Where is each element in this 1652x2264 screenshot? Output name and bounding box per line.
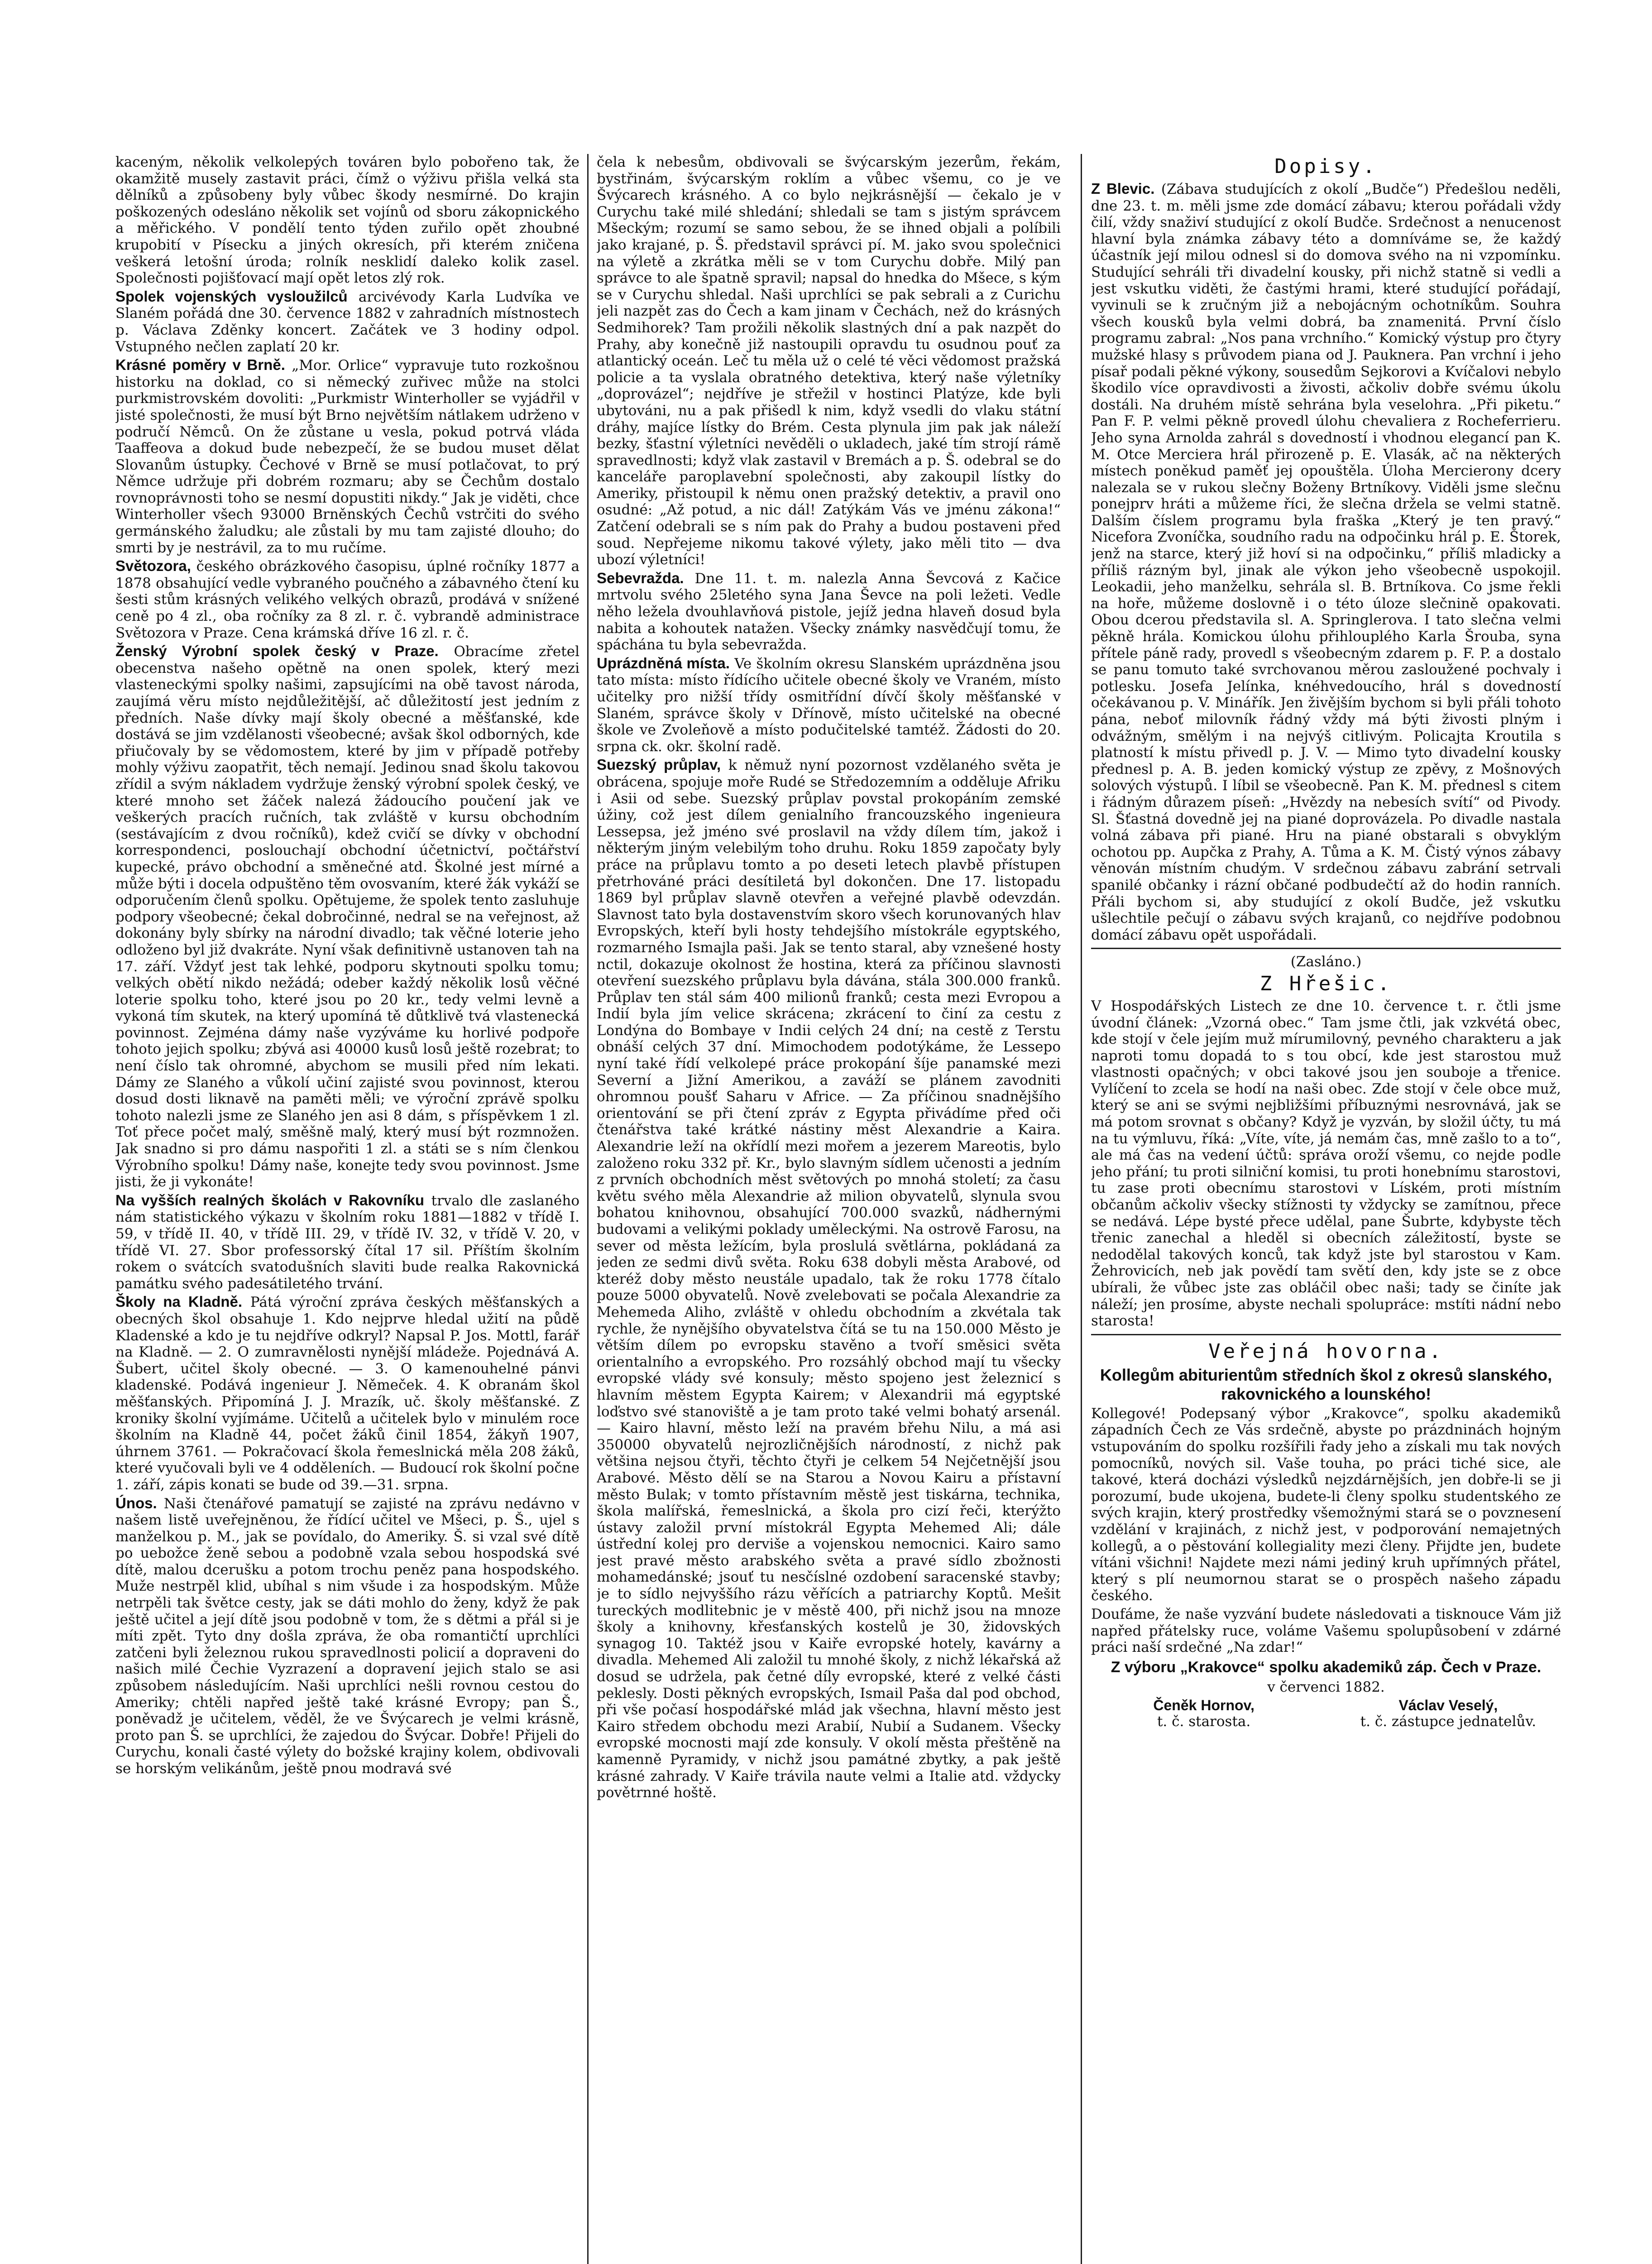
column-1 — [115, 154, 579, 2264]
article-headline: Uprázdněná místa. — [597, 654, 730, 672]
article-text: (Zábava studujících z okolí „Budče“) Předešlou neděli, dne 23. t. m. měli jsme zde domácí zábavu; kterou pořádali vždy čilí, vždy snaživí studující z okolí Budče. Srdečnost a nenucenost hlavní byla známka zábavy této a domníváme se, že každý účastník její milou odnesl si do domova svého na ni vzpomínku. Studující sehráli tři divadelní kousky, při nichž statně si vedli a jest vskutku viděti, že častými hrami, které studující pořádají, vyvinuli se k zručným již a nebojácným ochotníkům. Souhra všech kousků byla velmi dobrá, ba znamenitá. První číslo programu zabral: „Nos pana vrchního.“ Komický výstup pro čtyry mužské hlasy s průvodem piana od J. Pauknera. Pan vrchní i jeho písař podali pěkné výkony, sousedům Sejkorovi a Kvíčalovi nebylo škodilo více opravdivosti a živosti, ačkoliv dobře svému úkolu dostáli. Na druhém místě sehrána byla veselohra. „Při piketu.“ Pan F. P. velmi pěkně provedl úlohu chevaliera z Rocheferrieru. Jeho syna Arnolda zahrál s dovedností i vhodnou elegancí pan K. M. Otce Merciera hrál přirozeně p. E. Vlasák, ač na některých místech poněkud paměť jej opouštěla. Úloha Mercierony dcery nalezala se v rukou slečny Boženy Brtníkovy. Viděli jsme slečnu ponejprv hráti a můžeme říci, že slečna držela se velmi statně. Dalším číslem programu byla fraška „Který je ten pravý.“ Nicefora Zvoníčka, soudního radu na odpočinku hrál p. E. Štorek, jenž na starce, který již hoví si na odpočinku,“ příliš mladicky a příliš rázným byl, jinak ale výkon jeho všeobecně uspokojil. Leokadii, jeho manželku, sehrála sl. B. Brtníkova. Co jsme řekli na hoře, můžeme doslovně i o této úloze slečnině opakovati. Obou dcerou představila sl. A. Springlerova. I tato slečna velmi pěkně hrála. Komickou úlohu přihlouplého Karla Šrouba, syna přítele páně rady, provedl s všeobecným zdarem p. F. P. a dostalo se panu tomuto také svrchovanou měrou zasloužené pochvaly i potlesku. Josefa Jelínka, knéhvedoucího, hrál s dovedností očekávanou p. V. Minářík. Jen živějším bychom si byli přáli tohoto pána, neboť milovník řádný vždy má býti živosti plným i odvážným, smělým i na nejvýš citlivým. Policajta Kroutila s platností k místu přivedl p. J. V. — Mimo tyto divadelní kousky přednesl p. A. B. jeden komický výstup ze zpěvy, z Mošnových solových výstupů. I líbil se všeobecně. Pan K. M. přednesl s citem i řádným důrazem píseň: „Hvězdy na nebesích svítí“ od Pivody. Sl. Šťastná dovedně jej na piané doprovázela. Po divadle nastala volná zábava při piané. Hru na piané obstarali s obvyklým ochotou pp. Aupčka z Prahy, A. Tůma a K. M. Čistý výnos zábavy věnován místním chudým. V srdečnou zábavu zabrání setrvali spanilé občanky i rázní občané podbudečtí až do hodin ranních. Přáli bychom si, aby studující z okolí Budče, jež vskutku ušlechtile pečují o zábavu svých krajanů, co nejdříve podobnou domácí zábavu opět uspořádali. — [1091, 181, 1561, 943]
article-headline: Světozora, — [115, 557, 191, 575]
article-headline: Ženský Výrobní spolek český v Praze. — [115, 643, 439, 660]
article-headline: Na vyšších realných školách v Rakovníku — [115, 1191, 424, 1209]
article-text: českého obrázkového časopisu, úplné ročníky 1877 a 1878 obsahující vedle vybraného poučného a zábavného čtení ku šesti stům krásných velikého velkých obrazů, prodává v snížené ceně po 4 zl., oba ročníky za 8 zl. r. č. vybrandě administrace Světozora v Praze. Cena krámská dříve 16 zl. r. č. — [115, 558, 579, 641]
signatures — [1091, 1697, 1561, 1730]
section-heading: Z Hřešic. — [1259, 972, 1393, 995]
article-text: Obracíme zřetel obecenstva našeho opětně na onen spolek, který mezi vlasteneckými spolky našimi, zapsujícími na obě tavost národa, zaujímá věru místo nejdůležitější, ač důležitostí jest jedním z předních. Naše dívky mají školy obecné a měšťanské, kde dostává se jim vzdělanosti všeobecné; avšak škol odborných, kde přiučovaly by se vědomostem, které by jim v případě potřeby mohly výživu zaopatřit, těch nemají. Jedinou snad školu takovou zřídil a svým nákladem vydržuje ženský výrobní spolek český, ve které mnoho set žáček nalezá žádoucího poučení jak ve veškerých pracích ručních, tak zvláště v kursu obchodním (sestávajícím z dvou ročníků), kdež cvičí se dívky v obchodní korrespondenci, poslouchají obchodní účetnictví, počtářství kupecké, právo obchodní a směnečné atd. Školné jest mírné a může býti i docela odpuštěno těm ovosvaním, které žák vykáží se odporučením členů spolku. Opětujeme, že spolek tento zasluhuje podpory všeobecné; čekal dobročinné, nedral se na veřejnost, až dokonány byly sbírky na národní divadlo; tak věčné loterie jeho odloženo byl již dvakráte. Nyní však definitivně ustanoven tah na 17. září. Vždyť jest tak lehké, podporu skytnouti spolku tomu; velkých obětí nikdo nežádá; odeber každý několik losů věčné loterie spolku toho, které jsou po 20 kr., tedy velmi levně a vykoná tím skutek, na který upomíná tě důtklivě tvá vlastenecká povinnost. Zejména dámy naše vyzýváme ku horlivé podpoře tohoto jejich spolku; zbývá asi 40000 kusů losů ještě rozebrat; to není číslo tak ohromné, abychom se musili před ním lekati. Dámy ze Slaného a vůkolí učiní zajisté svou povinnost, kterou dosud dosti liknavě na paměti měli; ve výroční zprávě spolku tohoto nalezli jsme ze Slaného jen asi 8 dám, s příspěvkem 1 zl. Toť přece počet malý, směšně malý, který musí být rozmnožen. Jak snadno si pro dámu naspořiti 1 zl. a státi se s ním členkou Výrobního spolku! Dámy naše, konejte tedy svou povinnost. Jsme jisti, že ji vykonáte! — [115, 643, 579, 1190]
column-2 — [597, 154, 1061, 1920]
article-text: V Hospodářských Listech ze dne 10. července t. r. čtli jsme úvodní článek: „Vzorná obec.“ Tam jsme čtli, jak vzkvétá obec, kde stojí v čele jejím muž mírumilovný, pevného charakteru a jak naproti tomu dopadá to s tou obcí, kde jest starostou muž vlastnosti opačných; v obci takové jsou jen souboje a třenice. Vylíčení to zcela se hodí na naši obec. Zde stojí v čele obce muž, který se ani se svými nejbližšími příbuznými nesrovnává, jak se má potom srovnat s občany? Když je vyzván, by složil účty, tu má na tu výmluvu, říká: „Víte, víte, já nemám čas, mně zašlo to a to“, ale má čas na vedení účtů: správa oroží všemu, co nejde podle jeho přání; tu proti silniční komisi, tu proti honebnímu starostovi, tu zase proti obecnímu starostovi v Líském, proti místním občanům ačkoliv všecky stížnosti ty vždycky se zamítnou, přece se nedává. Lépe bysté přece udělal, pane Šubrte, kdybyste těch třenic zanechal a hleděl si obecních záležitostí, byste se nedodělal takových konců, tak když jste byl starostou v Kam. Žehrovicích, neb jak povědí tam světí den, kdy jste se z obce ubírali, že vůbec jste zas obláčil obec naši; tady se činíte jak náleží; jen prosíme, abyste nechali spolupráce: mstíti nádní nebo starosta! — [1091, 998, 1561, 1329]
article — [1091, 181, 1561, 943]
article — [597, 570, 1061, 653]
article — [115, 1192, 579, 1292]
article — [597, 655, 1061, 755]
article-headline: Spolek vojenských vysloužilců — [115, 288, 348, 305]
notice-date: v červenci 1882. — [1267, 1679, 1385, 1695]
article-headline: Z Blevic. — [1091, 180, 1155, 197]
article-headline: Suezský průplav, — [597, 756, 721, 773]
signature-name: Čeněk Hornov, — [1153, 1697, 1255, 1714]
article-headline: Krásné poměry v Brně. — [115, 356, 285, 374]
article-text: Dne 11. t. m. nalezla Anna Ševcová z Kačice mrtvolu svého 25letého syna Jana Ševce na poli ležeti. Vedle něho ležela dvouhlavňová pistole, jejíž jedna hlaveň dosud byla nabita a kohoutek natažen. Všecky známky nasvědčují tomu, že spáchána tu byla sebevražda. — [597, 570, 1061, 653]
article-text: Ve školním okresu Slanském uprázdněna jsou tato místa: místo řídícího učitele obecné školy ve Vraném, místo učitelky pro nižší třídy osmitřídní dívčí školy měšťanské v Slaném, správce školy v Dřínově, místo učitelské na obecné škole ve Zvoleňově a místo podučitelské tamtéž. Žádosti do 20. srpna ck. okr. školní radě. — [597, 655, 1061, 755]
section-heading: Dopisy. — [1274, 155, 1378, 178]
section-divider — [1091, 1334, 1561, 1335]
article-text: kaceným, několik velkolepých továren bylo pobořeno tak, že okamžitě musely zastavit práci, čímž o výživu přišla velká sta dělníků a způsobeny byly vůbec škody nesmírné. Do krajin poškozených odesláno několik set vojínů od sboru zákopnického a měřického. V pondělí tento týden zuřilo opět zhoubné krupobití v Písecku a jiných okresích, při kterém zničena veškerá letošní úroda; rolník nesklidí daleko kolik zasel. Společnosti pojišťovací mají opět letos zlý rok. — [115, 154, 579, 287]
article-text: čela k nebesům, obdivovali se švýcarským jezerům, řekám, bystřinám, švýcarským roklím a vůbec všemu, co je ve Švýcarech krásného. A co bylo nejkrásnější — čekalo je v Curychu také milé shledání; shledali se tam s jistým správcem Mšeckým; rozumí se samo sebou, že se ihned objali a políbili jako krajané, p. Š. představil správci pí. M. jako svou společnici na výletě a zkrátka měli se v tom Curychu dobře. Milý pan správce to ale špatně spravil; napsal do hnedka do Mšece, s kým se v Curychu shledal. Naši uprchlíci se pak sebrali a z Curichu jeli nazpět zas do Čech a kam jinam v Čechách, než do krásných Sedmihorek? Tam prožili několik slastných dní a pak nazpět do Prahy, aby konečně již nastoupili opravdu tu osudnou pouť za atlantický oceán. Leč tu měla už o celé té věci vědomost pražská policie a ta vyslala obratného detektiva, který naše výletníky „doprovázel“; nejdříve je střežil v hostinci Platýze, kde byli ubytováni, nu a pak přišedl k nim, když vsedli do vlaku státní dráhy, majíce lístky do Brém. Cesta plynula jim pak jak náleží bezky, šťastní výletníci nevěděli o ukladech, jaké tím strojí rámě spravedlnosti; když vlak zastavil v Bremách a p. Š. odebral se do kanceláře paroplavební společnosti, aby zakoupil lístky do Ameriky, přistoupil k němu onen pražský detektiv, a pravil ono osudné: „Až potud, a nic dál! Zatýkám Vás ve jménu zákona!“ Zatčení odebrali se s ním pak do Prahy a budou postaveni před soud. Nepřejeme nikomu takové výlety, jako měli tito — dva ubozí výletníci! — [597, 154, 1061, 568]
article-headline: Sebevražda. — [597, 569, 684, 586]
signature-role: t. č. starosta. — [1157, 1713, 1251, 1730]
notice-signature-line: Z výboru „Krakovce“ spolku akademiků záp. Čech v Praze. — [1111, 1658, 1542, 1676]
notice-text: Doufáme, že naše vyzvání budete následovati a tisknouce Vám již napřed přátelsky ruce, voláme Vašemu spolupůsobení v zdárné práci naší srdečné „Na zdar!“ — [1091, 1606, 1561, 1656]
article-text: Naši čtenářové pamatují se zajisté na zprávu nedávno v našem listě uveřejněnou, že řídící učitel ve Mšeci, p. Š., ujel s manželkou p. M., jak se povídalo, do Ameriky. Š. si vzal své dítě po uebožce ženě sebou a podobně vzala sebou hospodská své dítě, malou dcerušku a potom trochu peněz pana hospodského. Muže nestrpěl klid, ubíhal s nim všude i za hospodským. Může netrpěli tak švětce cesty, jak se dáti mohlo do ženy, když že pak ještě učitel a její dítě jsou podobně v tom, že s dětmi a přál si je míti zpět. Tyto dny došla zpráva, že oba romantičtí uprchlíci zatčeni byli železnou rukou spravedlnosti policií a dopraveni do našich milé Čechie Vyzrazení a dopravení jejich stalo se asi způsobem následujícím. Naši uprchlíci nešli rovnou cestou do Ameriky; chtěli napřed ještě také krásné Evropy; pan Š., poněvadž je učitelem, věděl, že ve Švýcarech je velmi krásně, proto pan Š. se uprchlíci, že zajedou do Švýcar. Dobře! Přijeli do Curychu, konali časté výlety do božské krajiny kolem, obdivovali se horským velikánům, ještě pnou modravá své — [115, 1495, 579, 1777]
column-3 — [1091, 154, 1561, 2237]
article — [115, 643, 579, 1190]
section-divider — [1091, 948, 1561, 949]
column-rule — [1081, 154, 1082, 2264]
article — [115, 558, 579, 641]
column-rule — [587, 154, 589, 2264]
article — [115, 1495, 579, 1777]
article-headline: Únos. — [115, 1494, 157, 1511]
signature — [1091, 1697, 1317, 1730]
article-text: Pátá výroční zpráva českých měšťanských a obecných škol obsahuje 1. Kdo nejprve hledal užití na půdě Kladenské a kdo je tu nejdříve odkryl? Napsal P. Jos. Mottl, farář na Kladně. — 2. O zumravnělosti nynější mládeže. Pojednává A. Šubert, učitel školy obecné. — 3. O kamenouhelné pánvi kladenské. Podává ingenieur J. Němeček. 4. K obranám škol měšťanských. Připomíná J. J. Mrazík, uč. školy měšťanské. Z kroniky školní vyjímáme. Učitelů a učitelek bylo v minulém roce školním na Kladně 44, počet žáků činil 1854, žákyň 1907, úhrnem 3761. — Pokračovací škola řemeslnická měla 208 žáků, které vyučovali byli ve 4 odděleních. — Budoucí rok školní počne 1. září, zápis konati se bude od 39.—31. srpna. — [115, 1294, 579, 1493]
article — [115, 357, 579, 556]
notice-title: Kollegům abiturientům středních škol z okresů slanského, rakovnického a lounského! — [1100, 1365, 1552, 1403]
signature-name: Václav Veselý, — [1398, 1697, 1498, 1714]
article — [115, 288, 579, 355]
article-headline: Školy na Kladně. — [115, 1293, 243, 1310]
section-heading: Veřejná hovorna. — [1208, 1339, 1444, 1363]
article-text: trvalo dle zaslaného nám statistického výkazu v školním roku 1881—1882 v třídě I. 59, v třídě II. 40, v třídě III. 29, v třídě IV. 32, v třídě V. 20, v třídě VI. 27. Sbor professorský čítal 17 sil. Příštím školním rokem o svátcích svatodušních slaviti bude realka Rakovnická památku svého padesátiletého trvání. — [115, 1192, 579, 1292]
article — [115, 1294, 579, 1493]
signature — [1336, 1697, 1561, 1730]
signature-role: t. č. zástupce jednatelův. — [1360, 1713, 1537, 1730]
zaslano-label: (Zasláno.) — [1290, 954, 1362, 970]
article — [597, 757, 1061, 1801]
notice-text: Kollegové! Podepsaný výbor „Krakovce“, spolku akademiků západních Čech ze Vás srdečně, abyste po prázdninách hojným vstupováním do spolku rozšířili řady jeho a získali mu tak nových pomocníků, nových sil. Vaše touha, po práci tiché sice, ale takové, která docházi výsledků nejzdárnějších, jen dobře-li se ji porozumí, bude ukojena, budete-li členy spolku studentského ze svých krajin, který prostředky všemožnými stará se o povznesení vzdělání v krajinách, z nichž jest, v podporování nemajetných kollegů, a o pěstování kollegiality mezi členy. Přijdte jen, budete vítáni všichni! Najdete mezi námi jediný kruh upřímných přátel, který s plí neumornou starat se o prospěch našeho západu českého. — [1091, 1405, 1561, 1604]
article-text: arcivévody Karla Ludvíka ve Slaném pořádá dne 30. července 1882 v zahradních místnostech p. Václava Zděnky koncert. Začátek ve 3 hodiny odpol. Vstupného nečlen zaplatí 20 kr. — [115, 288, 579, 355]
article-text: „Mor. Orlice“ vypravuje tuto rozkošnou historku na doklad, co si německý zuřivec může na stolci purkmistrovském dovoliti: „Purkmistr Winterholler se vyjádřil v jisté společnosti, že musí být Brno největším nátlakem udrženo v područí Němců. On že zůstane u vesla, pokud potrvá vláda Taaffeova a dokud bude nebezpečí, že se budou muset dělat Slovanům ústupky. Čechové v Brně se musí potlačovat, to prý Němce udržuje při dobrém rozmaru; aby se Čechům dostalo rovnoprávnosti toho se nesmí dopustiti nikdy.“ Jak je viděti, chce Winterholler všech 93000 Brněnských Čechů vstrčiti do svého germánského žaludku; ale zůstali by mu tam zajisté dlouho; do smrti by je nestrávil, za to mu ručíme. — [115, 357, 579, 556]
article-text: k němuž nyní pozornost vzdělaného světa je obrácena, spojuje moře Rudé se Středozemním a odděluje Afriku i Asii od sebe. Suezský průplav povstal prokopáním zemské úžiny, což jest dílem genialního francouzského ingenieura Lessepsa, jež jméno své proslavil na vždy dílem tím, jakož i některým jiným velebilým toho druhu. Roku 1859 započaty byly práce na průplavu tomto a po deseti letech plavbě přístupen přetrhováné práci desítiletá byl dokončen. Dne 17. listopadu 1869 byl průplav slavně otevřen a veřejné plavbě odevzdán. Slavnost tato byla dostavenstvím skoro všech korunovaných hlav Evropských, kteří byli hosty tehdejšího místokrále egyptského, rozmarného Ismajla paši. Jak se tento staral, aby vznešené hosty nctil, dokazuje okolnost že hostina, která za příčinou slavnosti otevření suezského průplavu byla dávána, stála 300.000 franků. Průplav ten stál sám 400 milionů franků; cesta mezi Evropou a Indií byla jím velice skrácena; zkrácení to činí za cestu z Londýna do Bombaye v Indii celých 24 dní; na cestě z Terstu obnáší celých 37 dní. Mimochodem podotýkáme, že Lessepo nyní také řídí velkolepé práce prokopání šíje panamské mezi Severní a Jižní Amerikou, a zaváží se plánem zavodniti ohromnou poušť Saharu v Africe. — Za příčinou snadnějšího orientování se při čtení zpráv z Egypta přivádíme před oči čtenářstva také krátké nástiny měst Alexandrie a Kaira. Alexandrie leží na okřídlí mezi mořem a jezerem Mareotis, bylo založeno roku 332 př. Kr., bylo slavným sídlem učenosti a jedním z prvních obchodních měst světových po mnohá století; za času květu svého měla Alexandrie až milion obyvatelů, slynula svou bohatou knihovnou, obsahující 700.000 svazků, nádhernými budovami a velikými poklady uměleckými. Na ostrově Farosu, na sever od města ležícím, byla proslulá světlárna, pokládaná za jeden ze sedmi divů světa. Roku 638 dobyli města Arabové, od kteréž doby město neustále upadalo, tak že roku 1778 čítalo pouze 5000 obyvatelů. Nově zvelebovati se počala Alexandrie za Mehemeda Aliho, zvláště v ohledu obchodním a zkvétala tak rychle, že nynějšího obyvatelstva čítá se tu na 150.000 Město je větším dílem po evropsku stavěno a tvoří směsici světa orientalního a evropského. Pro rozsáhlý obchod mají tu všecky evropské vlády své konsuly; město spojeno jest železnicí s hlavním městem Egypta Kairem; v Alexandrii má egyptské loďstvo své stanoviště a je tam proto také velmi bohatý arsenál. — Kairo hlavní, město leží na pravém břehu Nilu, a má asi 350000 obyvatelů nejrozličnějších národností, z nichž pak většina nejsou čtyři, těchto čtyři je celkem 54 Nejčetnější jsou Arabové. Město dělí se na Starou a Novou Kairu a přístavní město Bulak; v tomto přístavním městě jest tiskárna, technika, škola malířská, řemeslnická, a škola pro cizí řeči, kterýžto ústavy založil první místokrál Egypta Mehemed Ali; dále ústřední kolej pro derviše a vojenskou nemocnici. Kairo samo jest pravé město arabského světa a pravé sídlo zbožnosti mohamedánské; jsouť tu nesčíslné ozdobení saracenské stavby; je to sídlo nejvyššího rázu věřících a patriarchy Koptů. Mešit tureckých modlitebnic je v městě 400, při nichž jsou na mnoze školy a knihovny, křesťanských kostelů je 30, židovských synagog 10. Taktéž jsou v Kaiře evropské hotely, kavárny a divadla. Mehemed Ali založil tu mnohé školy, z nichž lékařská až dosud se udržela, pak četné díly evropské, které z velké části peklesly. Dosti pěkných evropských, Ismail Paša dal pod obchod, při vše počasí hospodářské mlád jak všechna, hlavní město jest Kairo středem obchodu mezi Arabií, Nubií a Sudanem. Všecky evropské mocnosti mají zde konsuly. V okolí města přeštěně na kamenně Pyramidy, v nichž jsou památné zbytky, a pak ještě krásné zahrady. V Kaiře trávila naute velmi a Italie atd. vždycky povětrnné hoště. — [597, 757, 1061, 1801]
